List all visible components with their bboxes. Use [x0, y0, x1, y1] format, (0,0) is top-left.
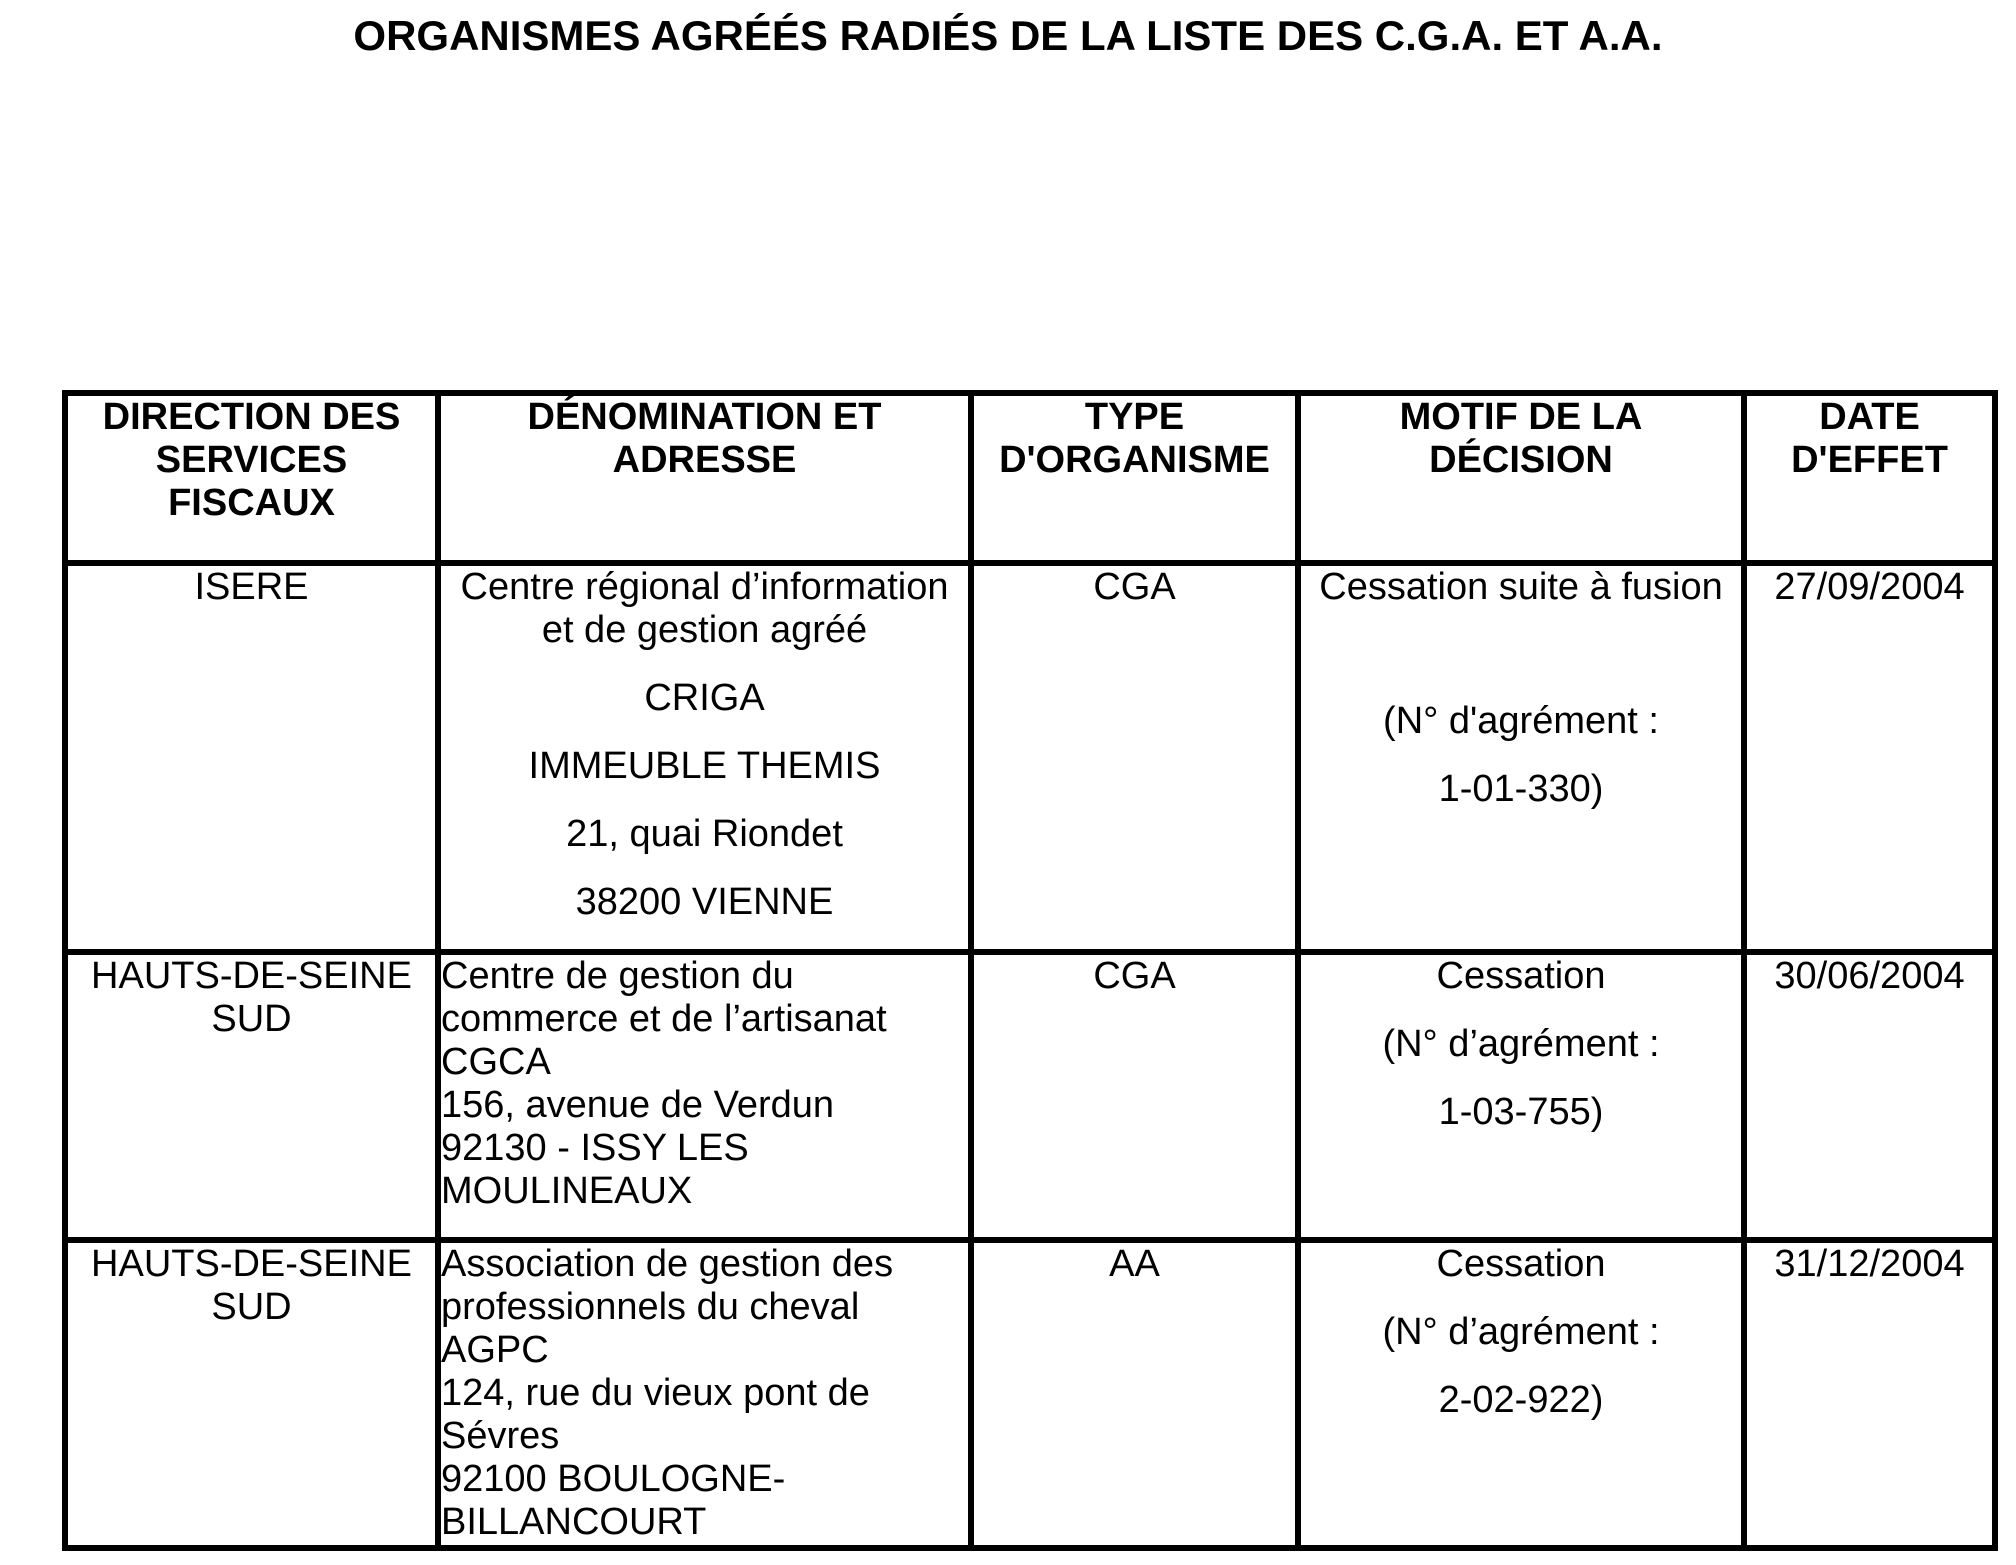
header-motif: MOTIF DE LA DÉCISION: [1298, 393, 1744, 563]
cell-motif: Cessation (N° d’agrément : 1-03-755): [1298, 952, 1744, 1240]
cell-type: AA: [971, 1240, 1298, 1548]
cell-direction: HAUTS-DE-SEINE SUD: [65, 952, 438, 1240]
cell-date: 31/12/2004: [1744, 1240, 1995, 1548]
cell-type: CGA: [971, 563, 1298, 952]
cell-date: 30/06/2004: [1744, 952, 1995, 1240]
table-row: [65, 563, 1995, 952]
header-date: DATE D'EFFET: [1744, 393, 1995, 563]
cell-denomination: Association de gestion des professionnels du cheval AGPC 124, rue du vieux pont de Sévres 92100 BOULOGNE- BILLANCOURT: [438, 1240, 971, 1548]
cell-denomination: Centre régional d’information et de gestion agréé CRIGA IMMEUBLE THEMIS 21, quai Riondet 38200 VIENNE: [438, 563, 971, 952]
table-row: [65, 1240, 1995, 1548]
cell-date: 27/09/2004: [1744, 563, 1995, 952]
organismes-table: [62, 390, 1998, 1551]
header-denomination: DÉNOMINATION ET ADRESSE: [438, 393, 971, 563]
cell-direction: HAUTS-DE-SEINE SUD: [65, 1240, 438, 1548]
document-title: ORGANISMES AGRÉÉS RADIÉS DE LA LISTE DES C.G.A. ET A.A.: [353, 12, 1663, 59]
cell-motif: Cessation suite à fusion (N° d'agrément : 1-01-330): [1298, 563, 1744, 952]
cell-direction: ISERE: [65, 563, 438, 952]
header-type: TYPE D'ORGANISME: [971, 393, 1298, 563]
table-row: [65, 952, 1995, 1240]
cell-type: CGA: [971, 952, 1298, 1240]
cell-denomination: Centre de gestion du commerce et de l’artisanat CGCA 156, avenue de Verdun 92130 - ISSY LES MOULINEAUX: [438, 952, 971, 1240]
cell-motif: Cessation (N° d’agrément : 2-02-922): [1298, 1240, 1744, 1548]
table-header-row: [65, 393, 1995, 563]
header-direction: DIRECTION DES SERVICES FISCAUX: [65, 393, 438, 563]
